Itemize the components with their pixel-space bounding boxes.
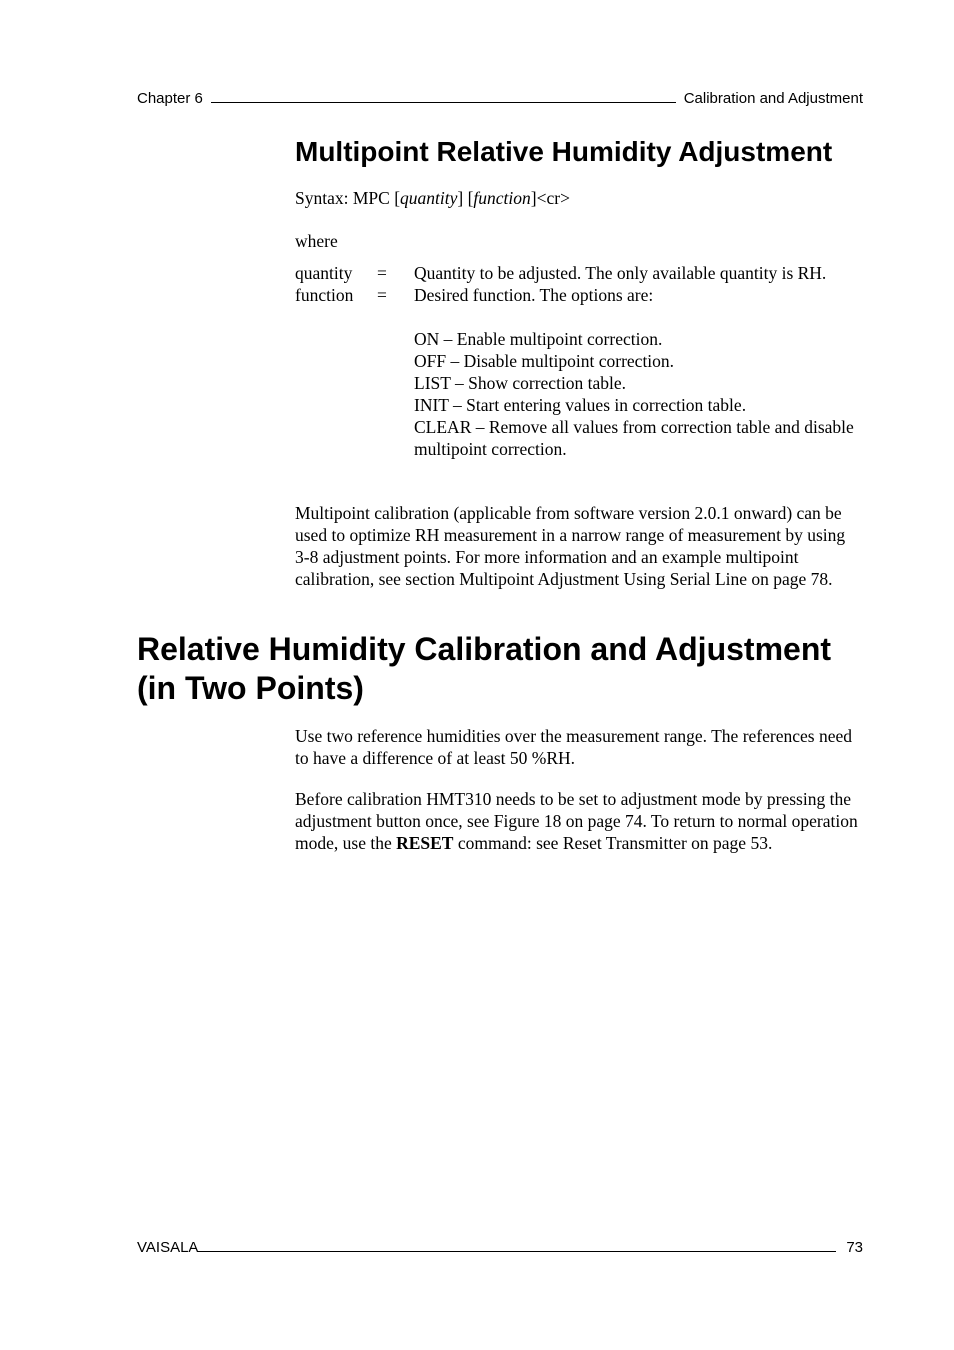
definition-row [295,262,855,284]
page-number: 73 [846,1239,863,1256]
definition-term: function [295,285,354,305]
option-item: OFF – Disable multipoint correction. [414,351,675,371]
definition-equals: = [377,285,387,305]
multipoint-paragraph: Multipoint calibration (applicable from software version 2.0.1 onward) can be used to optimize RH measurement in a narrow range of measurement by using 3-8 adjustment points. For more information and an example multipoint calibration, see section Multipoint Adjustment Using Serial Line on page 78. [295,503,846,589]
option-item: ON – Enable multipoint correction. [414,329,663,349]
chapter-title: Calibration and Adjustment [683,90,863,107]
option-list [414,328,855,460]
footer-rule [198,1251,836,1252]
chapter-label: Chapter 6 [137,90,203,107]
reference-paragraph: Use two reference humidities over the measurement range. The references need to have a difference of at least 50 %RH. [295,726,852,768]
section-title-two-point: Relative Humidity Calibration and Adjustment (in Two Points) [137,631,832,706]
definition-term: quantity [295,263,353,283]
where-label: where [295,231,338,251]
definition-equals: = [377,263,387,283]
definition-description: Desired function. The options are: [414,285,654,305]
syntax-arg-function: function [473,188,531,208]
definition-description-block [414,284,855,460]
definition-list [295,262,855,460]
syntax-arg-quantity: quantity [400,188,458,208]
section-title-multipoint: Multipoint Relative Humidity Adjustment [295,136,833,167]
reset-command: RESET [396,833,454,853]
page-header [137,90,863,107]
syntax-line: Syntax: MPC [quantity] [function]<cr> [295,188,570,208]
definition-row [295,284,855,460]
option-item: INIT – Start entering values in correction table. [414,395,747,415]
header-rule [211,102,676,103]
company-name: VAISALA [137,1239,199,1256]
adjustment-mode-paragraph: Before calibration HMT310 needs to be set to adjustment mode by pressing the adjustment button once, see Figure 18 on page 74. To return to normal operation mode, use the RESET command: see Reset Transmitter on page 53. [295,789,858,853]
option-item: LIST – Show correction table. [414,373,627,393]
page-footer [137,1239,863,1256]
definition-description: Quantity to be adjusted. The only available quantity is RH. [414,263,827,283]
option-item: CLEAR – Remove all values from correction table and disable multipoint correction. [414,417,854,459]
